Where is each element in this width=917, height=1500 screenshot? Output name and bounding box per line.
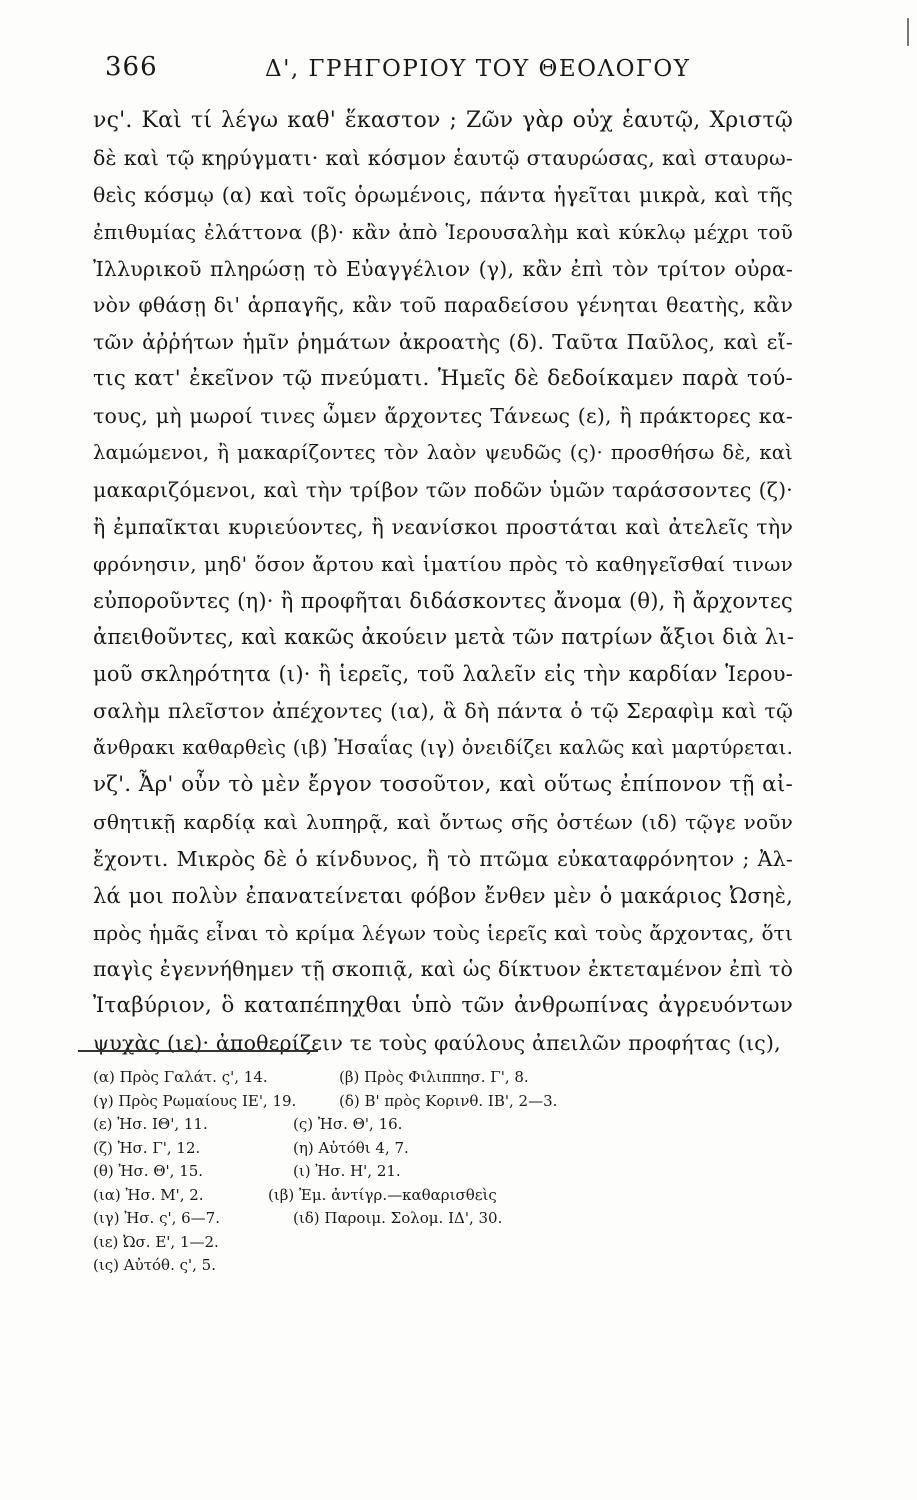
text-line: ἀπειθοῦντες, καὶ κακῶς ἀκούειν μετὰ τῶν πατρίων ἄξιοι διὰ λι- <box>93 625 795 650</box>
footnote-row <box>93 1160 653 1184</box>
footnote: (ι) Ἠσ. Η', 21. <box>293 1162 401 1180</box>
running-head: Δ', ΓΡΗΓΟΡΙΟΥ ΤΟΥ ΘΕΟΛΟΓΟΥ <box>265 56 691 82</box>
footnote-row <box>93 1113 653 1137</box>
text-line: λαμώμενοι, ἢ μακαρίζοντες τὸν λαὸν ψευδῶς (ς)· προσθήσω δὲ, καὶ <box>93 441 793 465</box>
text-line: Ἰταβύριον, ὃ καταπέπηχθαι ὑπὸ τῶν ἀνθρωπίνας ἀγρευόντων <box>93 993 793 1019</box>
page-header <box>105 52 785 92</box>
text-line: ἔχοντι. Μικρὸς δὲ ὁ κίνδυνος, ἢ τὸ πτῶμα εὐκαταφρόνητον ; Ἀλ- <box>93 846 793 871</box>
footnote: (ζ) Ἠσ. Γ', 12. <box>93 1138 201 1157</box>
footnote-row <box>93 1231 653 1255</box>
text-line: τους, μὴ μωροί τινες ὦμεν ἄρχοντες Τάνεως (ε), ἢ πράκτορες κα- <box>93 404 793 429</box>
footnote-row <box>93 1137 653 1161</box>
text-line: λά μοι πολὺν ἐπανατείνεται φόβον ἔνθεν μὲν ὁ μακάριος Ὠσηὲ, <box>93 883 793 908</box>
footnote: (ιδ) Παροιμ. Σολομ. ΙΔ', 30. <box>293 1209 503 1227</box>
text-line: δὲ καὶ τῷ κηρύγματι· καὶ κόσμον ἑαυτῷ σταυρώσας, καὶ σταυρω- <box>93 145 793 170</box>
text-line: Ἰλλυρικοῦ πληρώσῃ τὸ Εὐαγγέλιον (γ), κἂν ἐπὶ τὸν τρίτον οὐρα- <box>93 256 793 281</box>
text-line: νὸν φθάσῃ δι' ἁρπαγῆς, κἂν τοῦ παραδείσου γένηται θεατὴς, κἂν <box>93 293 793 318</box>
text-line: ἐπιθυμίας ἐλάττονα (β)· κἂν ἀπὸ Ἱερουσαλὴμ καὶ κύκλῳ μέχρι τοῦ <box>93 219 793 244</box>
text-line: μοῦ σκληρότητα (ι)· ἢ ἱερεῖς, τοῦ λαλεῖν εἰς τὴν καρδίαν Ἱερου- <box>93 662 793 687</box>
text-line: τις κατ' ἐκεῖνον τῷ πνεύματι. Ἡμεῖς δὲ δεδοίκαμεν παρὰ τού- <box>93 366 793 392</box>
text-line: ἄνθρακι καθαρθεὶς (ιβ) Ἠσαΐας (ιγ) ὀνειδίζει καλῶς καὶ μαρτύρεται. <box>93 736 793 760</box>
text-line: ἢ ἐμπαῖκται κυριεύοντες, ἢ νεανίσκοι προστάται καὶ ἀτελεῖς τὴν <box>93 514 793 539</box>
footnote: (ς) Ἠσ. Θ', 16. <box>293 1115 403 1133</box>
page-number: 366 <box>105 52 158 82</box>
footnote-row <box>93 1184 653 1208</box>
page-edge-mark <box>907 18 909 46</box>
footnote: (ιγ) Ἠσ. ς', 6—7. <box>93 1209 220 1227</box>
footnote: (ιβ) Ἐμ. ἀντίγρ.—καθαρισθεὶς <box>268 1185 497 1204</box>
text-line: πρὸς ἡμᾶς εἶναι τὸ κρίμα λέγων τοὺς ἱερεῖς καὶ τοὺς ἄρχοντας, ὅτι <box>93 920 793 945</box>
main-text <box>93 103 793 1062</box>
text-line: εὐποροῦντες (η)· ἢ προφῆται διδάσκοντες ἄνομα (θ), ἢ ἄρχοντες <box>93 588 793 613</box>
footnote: (ις) Αὐτόθ. ς', 5. <box>93 1256 216 1274</box>
footnote-row <box>93 1254 653 1278</box>
footnote: (α) Πρὸς Γαλάτ. ς', 14. <box>93 1068 268 1086</box>
text-line: νζ'. Ἆρ' οὖν τὸ μὲν ἔργον τοσοῦτον, καὶ οὕτως ἐπίπονον τῇ αἰ- <box>93 772 793 798</box>
footnote: (δ) Β' πρὸς Κορινθ. ΙΒ', 2—3. <box>339 1091 558 1110</box>
text-line: σαλὴμ πλεῖστον ἀπέχοντες (ια), ἃ δὴ πάντα ὁ τῷ Σεραφὶμ καὶ τῷ <box>93 699 793 724</box>
footnote: (ιε) Ὠσ. Ε', 1—2. <box>93 1232 219 1251</box>
text-line: ψυχὰς (ιε)· ἀποθερίζειν τε τοὺς φαύλους ἀπειλῶν προφήτας (ις), <box>93 1031 781 1056</box>
footnote-row <box>93 1066 653 1090</box>
text-line: σθητικῇ καρδίᾳ καὶ λυπηρᾷ, καὶ ὄντως σῆς ὀστέων (ιδ) τῷγε νοῦν <box>93 809 793 834</box>
text-line: τῶν ἀῤῥήτων ἡμῖν ῥημάτων ἀκροατὴς (δ). Ταῦτα Παῦλος, καὶ εἴ- <box>93 330 793 355</box>
footnotes <box>93 1066 653 1278</box>
text-line: μακαριζόμενοι, καὶ τὴν τρίβον τῶν ποδῶν ὑμῶν ταράσσοντες (ζ)· <box>93 477 793 502</box>
text-line: νς'. Καὶ τί λέγω καθ' ἕκαστον ; Ζῶν γὰρ οὐχ ἑαυτῷ, Χριστῷ <box>93 108 793 133</box>
text-line: παγὶς ἐγεννήθημεν τῇ σκοπιᾷ, καὶ ὡς δίκτυον ἐκτεταμένον ἐπὶ τὸ <box>93 957 793 982</box>
footnote: (η) Αὐτόθι 4, 7. <box>293 1138 409 1157</box>
footnote: (ια) Ἠσ. Μ', 2. <box>93 1185 204 1204</box>
footnote-row <box>93 1207 653 1231</box>
text-line: θεὶς κόσμῳ (α) καὶ τοῖς ὁρωμένοις, πάντα ἡγεῖται μικρὰ, καὶ τῆς <box>93 182 793 207</box>
footnote: (θ) Ἠσ. Θ', 15. <box>93 1162 204 1180</box>
footnote: (γ) Πρὸς Ρωμαίους ΙΕ', 19. <box>93 1091 297 1110</box>
footnote: (ε) Ἠσ. ΙΘ', 11. <box>93 1115 208 1133</box>
footnote-rule <box>78 1050 318 1052</box>
footnote: (β) Πρὸς Φιλιππησ. Γ', 8. <box>339 1068 529 1086</box>
text-line: φρόνησιν, μηδ' ὅσον ἄρτου καὶ ἱματίου πρὸς τὸ καθηγεῖσθαί τινων <box>93 551 793 576</box>
footnote-row <box>93 1090 653 1114</box>
